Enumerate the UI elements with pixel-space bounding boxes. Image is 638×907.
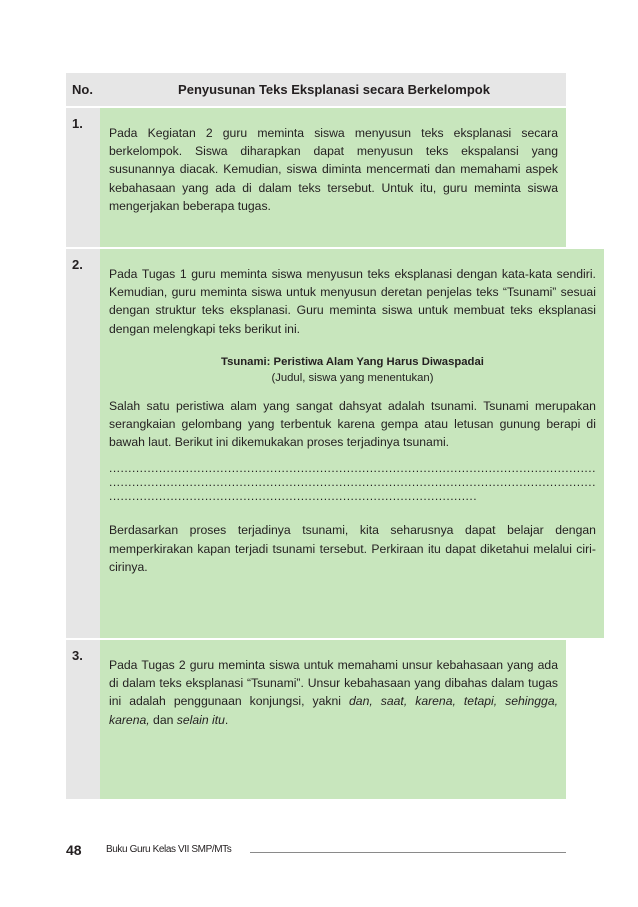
row-text: Pada Kegiatan 2 guru meminta siswa menyusun teks eksplanasi secara berkelompok. Siswa diharapkan dapat menyusun teks ekspalansi yang susunannya diacak. Kemudian, siswa diminta mencermati dan memahami aspek kebahasaan yang ada di dalam teks tersebut. Untuk itu, guru meminta siswa mengerjakan beberapa tugas. [109, 126, 558, 213]
row-paragraph: Salah satu peristiwa alam yang sangat dahsyat adalah tsunami. Tsunami merupakan serangkaian gelombang yang terbentuk karena gempa atau letusan gunung berapi di bawah laut. Berikut ini dikemukakan proses terjadinya tsunami. [109, 398, 596, 450]
text-mid: dan [149, 712, 177, 727]
table-row [66, 108, 566, 249]
text-end: . [224, 712, 229, 727]
table-header [66, 73, 566, 108]
table-row [66, 249, 596, 640]
table-row [66, 640, 566, 801]
row-text [109, 656, 558, 729]
header-no: No. [72, 82, 93, 97]
row-intro: Pada Tugas 1 guru meminta siswa menyusun teks eksplanasi dengan kata-kata sendiri. Kemudian, guru meminta siswa untuk menyusun deretan penjelas teks “Tsunami” sesuai dengan struktur teks eksplanasi. Guru meminta siswa untuk membuat teks eksplanasi dengan melengkapi teks berikut ini. [109, 267, 596, 336]
conjunction-list: dan, saat, karena, tetapi, sehingga, karena, [109, 694, 558, 727]
row-content [100, 640, 566, 799]
blank-line: ............................................................................................................................... [109, 461, 596, 476]
row-number: 1. [66, 108, 100, 247]
conjunction-last: selain itu [176, 712, 225, 727]
blank-line: ................................................................................................ [109, 489, 478, 504]
row-number: 3. [66, 640, 100, 799]
text-title: Tsunami: Peristiwa Alam Yang Harus Diwaspadai [221, 355, 484, 368]
blank-line: ............................................................................................................................... [109, 475, 596, 490]
text-start: Pada Tugas 2 guru meminta siswa untuk memahami unsur kebahasaan yang ada di dalam teks eksplanasi “Tsunami”. Unsur kebahasaan yang dibahas dalam tugas ini adalah penggunaan konjungsi, yakni [109, 658, 558, 709]
footer-rule [250, 852, 566, 853]
text-subtitle: (Judul, siswa yang menentukan) [271, 371, 434, 384]
row-content [100, 108, 566, 247]
row-closing: Berdasarkan proses terjadinya tsunami, kita seharusnya dapat belajar dengan memperkirakan kapan terjadi tsunami tersebut. Perkiraan itu dapat diketahui melalui ciri-cirinya. [109, 523, 596, 574]
row-number: 2. [66, 249, 100, 638]
book-title: Buku Guru Kelas VII SMP/MTs [106, 844, 232, 855]
header-title: Penyusunan Teks Eksplanasi secara Berkelompok [178, 82, 490, 97]
page-number: 48 [66, 842, 82, 858]
page-footer [66, 842, 566, 862]
explanation-table [66, 73, 596, 801]
row-content [100, 249, 604, 638]
